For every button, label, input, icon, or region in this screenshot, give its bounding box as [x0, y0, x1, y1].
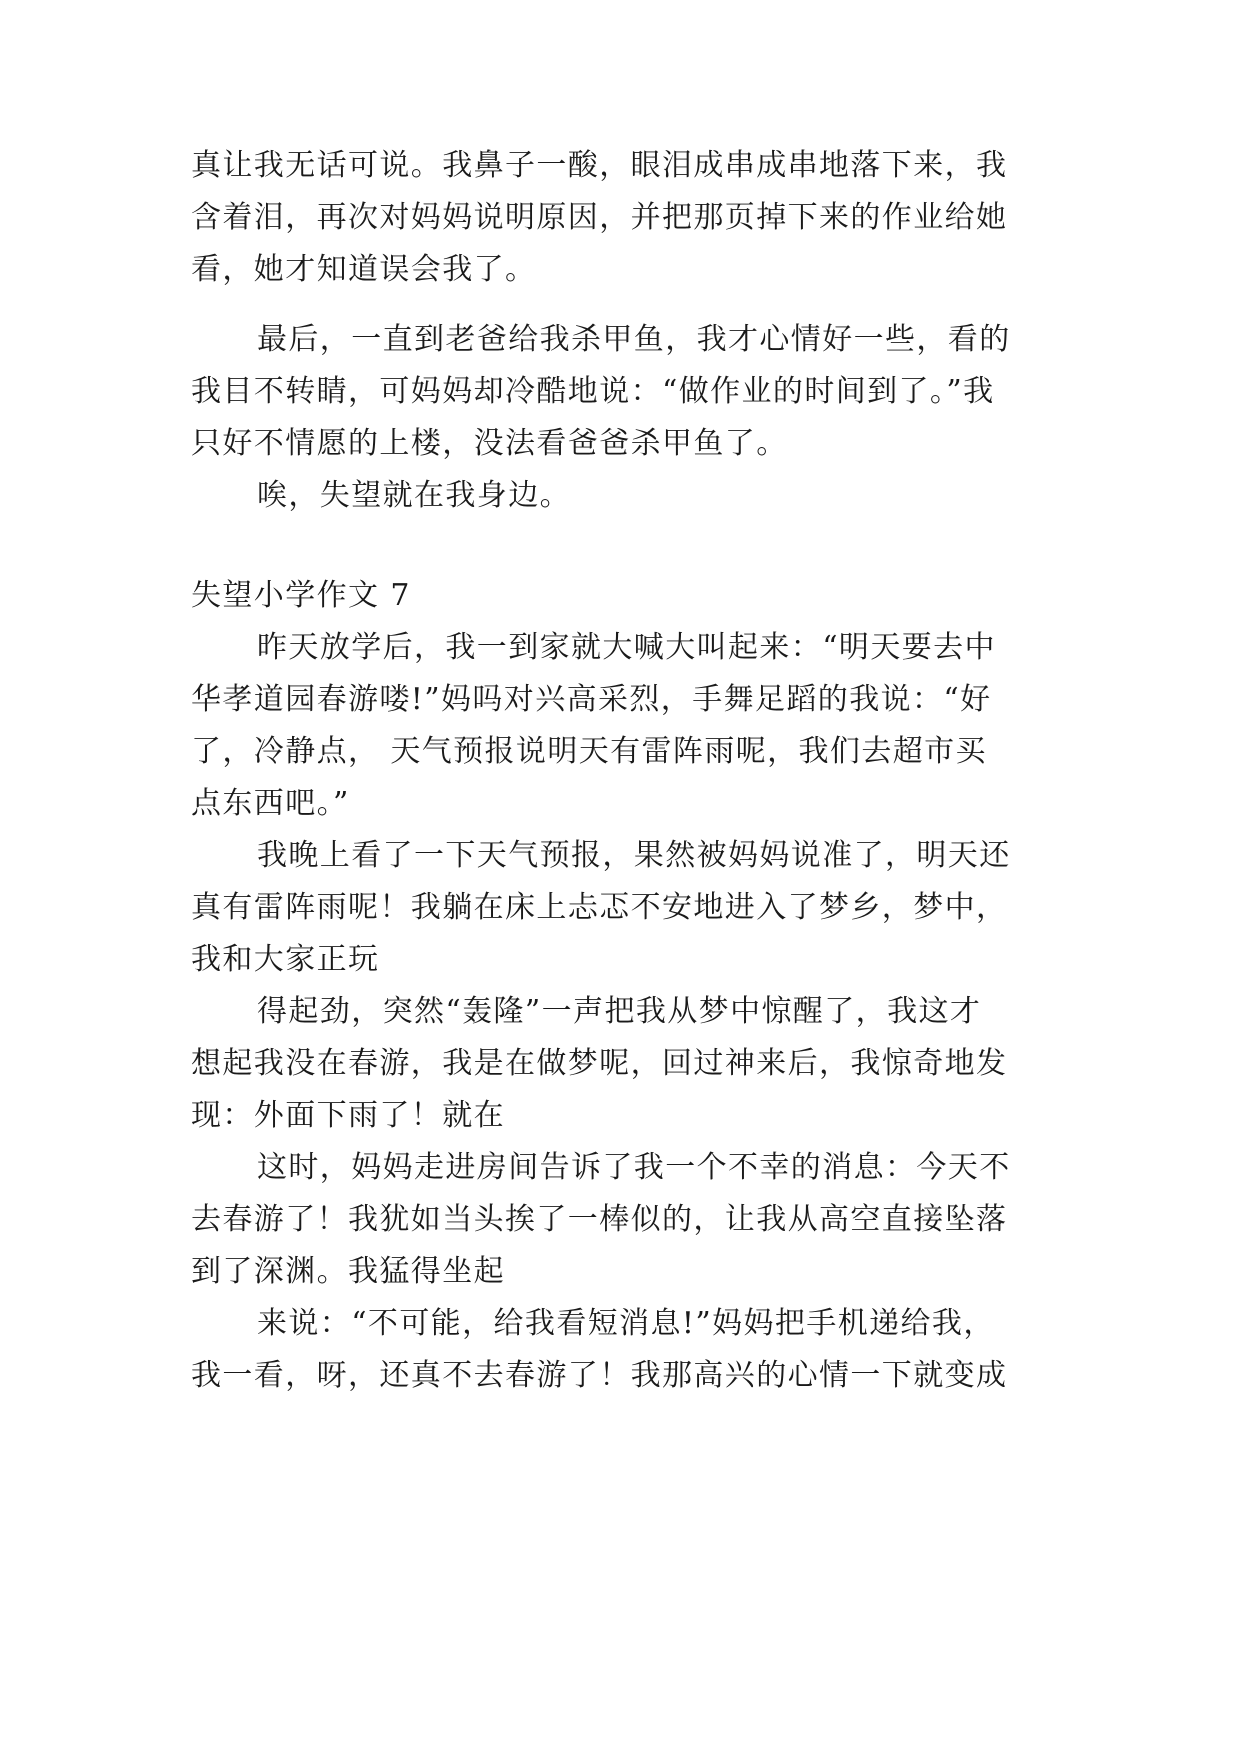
text-line: 点东西吧。”: [191, 786, 350, 821]
text-line: 我一看，呀，还真不去春游了！我那高兴的心情一下就变成: [191, 1358, 1008, 1393]
paragraph-start-line: 最后，一直到老爸给我杀甲鱼，我才心情好一些，看的: [257, 322, 1011, 357]
text-line: 含着泪，再次对妈妈说明原因，并把那页掉下来的作业给她: [191, 200, 1008, 235]
paragraph-start-line: 唉，失望就在我身边。: [257, 478, 571, 513]
text-line: 我和大家正玩: [191, 942, 380, 977]
text-line: 看，她才知道误会我了。: [191, 252, 537, 287]
paragraph-start-line: 昨天放学后，我一到家就大喊大叫起来：“明天要去中: [257, 630, 996, 665]
text-line: 我目不转睛，可妈妈却冷酷地说：“做作业的时间到了。”我: [191, 374, 995, 409]
paragraph-start-line: 得起劲，突然“轰隆”一声把我从梦中惊醒了，我这才: [257, 994, 982, 1029]
section-title: 失望小学作文 7: [191, 578, 411, 613]
text-line: 真有雷阵雨呢！我躺在床上忐忑不安地进入了梦乡，梦中，: [191, 890, 1008, 925]
paragraph-start-line: 我晚上看了一下天气预报，果然被妈妈说准了，明天还: [257, 838, 1011, 873]
text-line: 只好不情愿的上楼，没法看爸爸杀甲鱼了。: [191, 426, 788, 461]
text-line: 华孝道园春游喽!”妈吗对兴高采烈，手舞足蹈的我说：“好: [191, 682, 992, 717]
text-line: 真让我无话可说。我鼻子一酸，眼泪成串成串地落下来，我: [191, 148, 1008, 183]
text-line: 去春游了！我犹如当头挨了一棒似的，让我从高空直接坠落: [191, 1202, 1008, 1237]
paragraph-start-line: 来说：“不可能，给我看短消息!”妈妈把手机递给我，: [257, 1306, 995, 1341]
text-line: 现：外面下雨了！就在: [191, 1098, 505, 1133]
paragraph-start-line: 这时，妈妈走进房间告诉了我一个不幸的消息：今天不: [257, 1150, 1011, 1185]
text-line: 到了深渊。我猛得坐起: [191, 1254, 505, 1289]
text-line: 了，冷静点， 天气预报说明天有雷阵雨呢，我们去超市买: [191, 734, 987, 769]
text-line: 想起我没在春游，我是在做梦呢，回过神来后，我惊奇地发: [191, 1046, 1008, 1081]
